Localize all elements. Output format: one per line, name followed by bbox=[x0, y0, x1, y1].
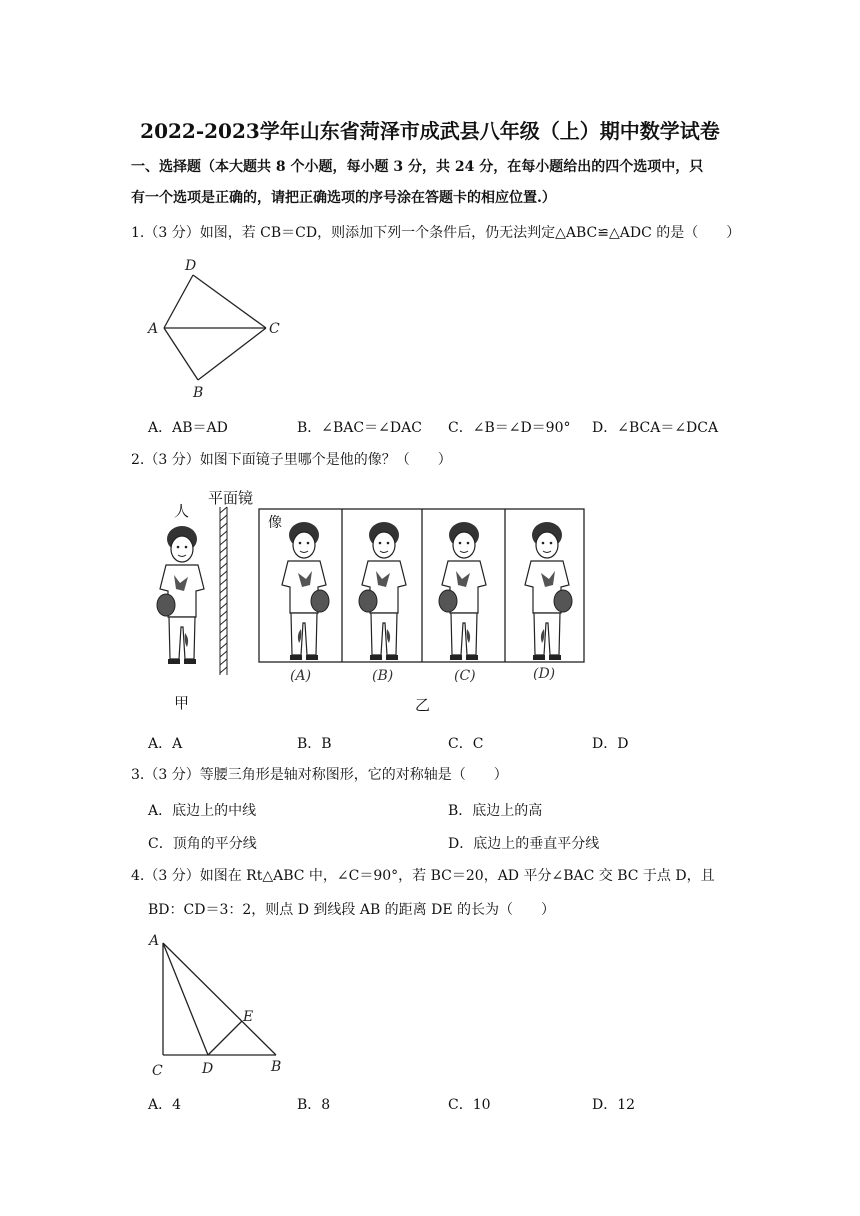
q4-option-b: B．8 bbox=[297, 1097, 331, 1113]
q2-label-mirror: 平面镜 bbox=[208, 489, 254, 507]
q3-option-d: D．底边上的垂直平分线 bbox=[448, 836, 600, 852]
q1-option-c: C．∠B＝∠D＝90° bbox=[448, 420, 571, 436]
q1-label-D: D bbox=[185, 258, 197, 274]
q1-option-d: D．∠BCA＝∠DCA bbox=[592, 420, 719, 436]
q2-stem: 2.（3 分）如图下面镜子里哪个是他的像？（ ） bbox=[131, 452, 452, 468]
q1-label-C: C bbox=[269, 321, 280, 337]
q1-option-a: A．AB＝AD bbox=[148, 420, 228, 436]
q2-label-image: 像 bbox=[268, 515, 282, 531]
q3-option-b: B．底边上的高 bbox=[448, 803, 543, 819]
q1-option-b: B．∠BAC＝∠DAC bbox=[297, 420, 422, 436]
q4-label-A: A bbox=[149, 933, 160, 949]
q4-stem-line1: 4.（3 分）如图在 Rt△ABC 中，∠C＝90°，若 BC＝20，AD 平分∠BAC 交 BC 于点 D，且 bbox=[131, 868, 715, 884]
q2-option-b: B．B bbox=[297, 736, 332, 752]
q2-label-jia: 甲 bbox=[174, 694, 190, 712]
q3-stem: 3.（3 分）等腰三角形是轴对称图形，它的对称轴是（ ） bbox=[131, 767, 508, 783]
q2-label-person: 人 bbox=[174, 502, 190, 520]
q4-stem-line2: BD：CD＝3：2，则点 D 到线段 AB 的距离 DE 的长为（ ） bbox=[148, 902, 556, 918]
q2-panel-label-a: (A) bbox=[290, 668, 312, 684]
q4-label-B: B bbox=[271, 1059, 282, 1075]
q2-option-c: C．C bbox=[448, 736, 484, 752]
q2-panel-label-b: (B) bbox=[372, 668, 394, 684]
q2-figure bbox=[150, 485, 600, 720]
q1-label-B: B bbox=[193, 385, 204, 401]
q1-stem: 1.（3 分）如图，若 CB＝CD，则添加下列一个条件后，仍无法判定△ABC≌△ADC 的是（ ） bbox=[131, 225, 741, 241]
q1-label-A: A bbox=[148, 321, 159, 337]
q2-option-d: D．D bbox=[592, 736, 629, 752]
q4-option-c: C．10 bbox=[448, 1097, 491, 1113]
q3-option-c: C．顶角的平分线 bbox=[148, 836, 257, 852]
q4-option-a: A．4 bbox=[148, 1097, 182, 1113]
q4-label-E: E bbox=[243, 1009, 254, 1025]
q2-label-yi: 乙 bbox=[415, 696, 431, 714]
section-header-line1: 一、选择题（本大题共 8 个小题，每小题 3 分，共 24 分，在每小题给出的四个选项中，只 bbox=[131, 159, 704, 175]
q2-panel-label-c: (C) bbox=[454, 668, 476, 684]
page-title: 2022-2023学年山东省菏泽市成武县八年级（上）期中数学试卷 bbox=[140, 119, 720, 143]
q1-figure bbox=[140, 255, 300, 405]
q4-label-D: D bbox=[202, 1061, 214, 1077]
q3-option-a: A．底边上的中线 bbox=[148, 803, 257, 819]
q4-label-C: C bbox=[152, 1063, 163, 1079]
q2-panel-label-d: (D) bbox=[533, 666, 556, 682]
q4-option-d: D．12 bbox=[592, 1097, 636, 1113]
q2-option-a: A．A bbox=[148, 736, 183, 752]
q4-figure bbox=[140, 925, 300, 1085]
section-header-line2: 有一个选项是正确的，请把正确选项的序号涂在答题卡的相应位置.） bbox=[131, 190, 556, 206]
